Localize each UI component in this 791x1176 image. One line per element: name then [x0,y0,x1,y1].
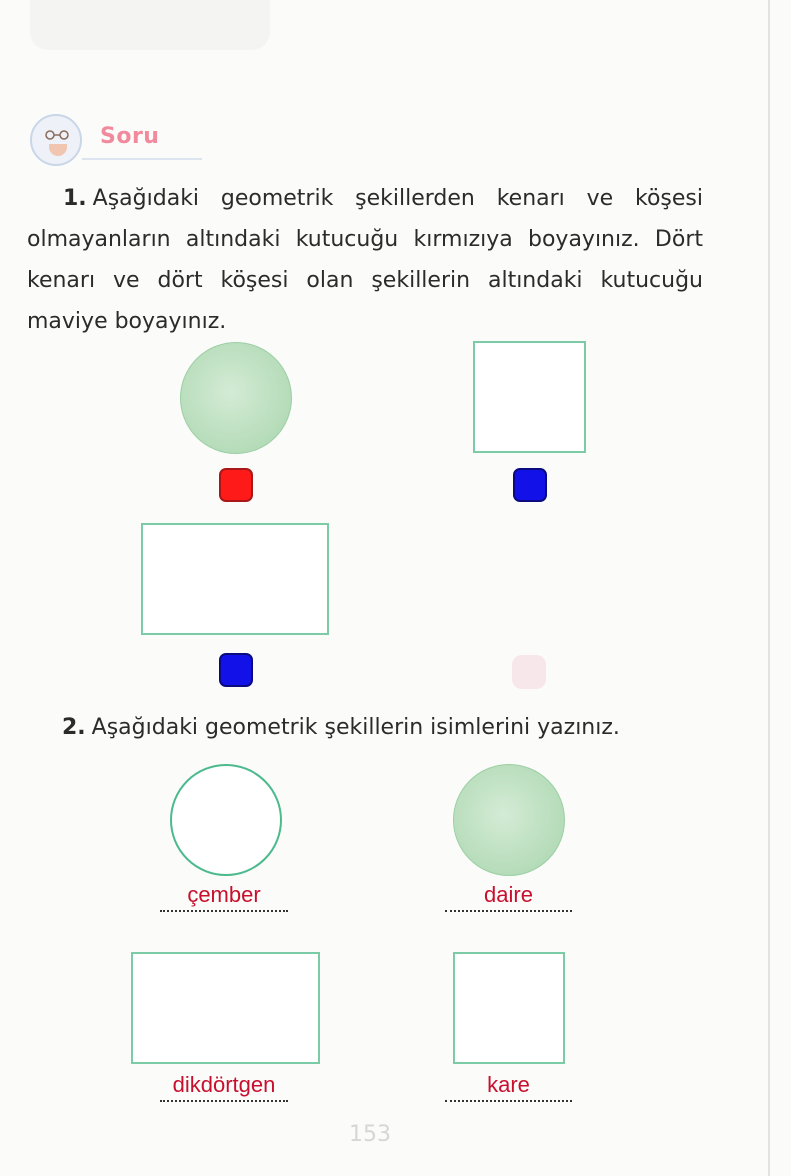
q1-filled-circle [180,342,292,454]
scan-smudge-pink [512,655,546,689]
q2-rectangle [131,952,320,1064]
answer-line-filled-circle[interactable] [445,882,572,912]
answer-dikdortgen: dikdörtgen [172,1072,276,1097]
badge-underline [82,158,202,160]
scan-smudge [30,0,270,50]
question-1-body: Aşağıdaki geometrik şekillerden kenarı ve köşesi olmayanların altındaki kutucuğu kırmızıya boyayınız. Dört kenarı ve dört köşesi olan şekillerin altındaki kutucuğu maviye boyayınız. [27,186,703,334]
q2-filled-circle [453,764,565,876]
owl-mascot-icon [30,114,82,166]
question-2-text [62,712,702,744]
q1-circle-red-box[interactable] [219,468,253,502]
answer-daire: daire [484,882,533,907]
answer-line-square[interactable] [445,1072,572,1102]
glasses-icon [44,130,70,140]
question-1-text [27,178,703,342]
q1-square-blue-box[interactable] [513,468,547,502]
answer-line-outline-circle[interactable] [160,882,288,912]
q1-rectangle-blue-box[interactable] [219,653,253,687]
question-1-number: 1. [63,186,87,211]
answer-kare: kare [487,1072,530,1097]
question-2-body: Aşağıdaki geometrik şekillerin isimlerini yazınız. [91,715,620,740]
question-2-number: 2. [62,715,86,740]
answer-cember: çember [187,882,261,907]
soru-label: Soru [100,124,160,149]
q1-square [473,341,586,453]
q1-rectangle [141,523,329,635]
page-number: 153 [349,1122,391,1147]
page-edge [768,0,770,1176]
q2-square [453,952,565,1064]
mascot-mouth [49,144,67,156]
answer-line-rectangle[interactable] [160,1072,288,1102]
q2-outline-circle [170,764,282,876]
